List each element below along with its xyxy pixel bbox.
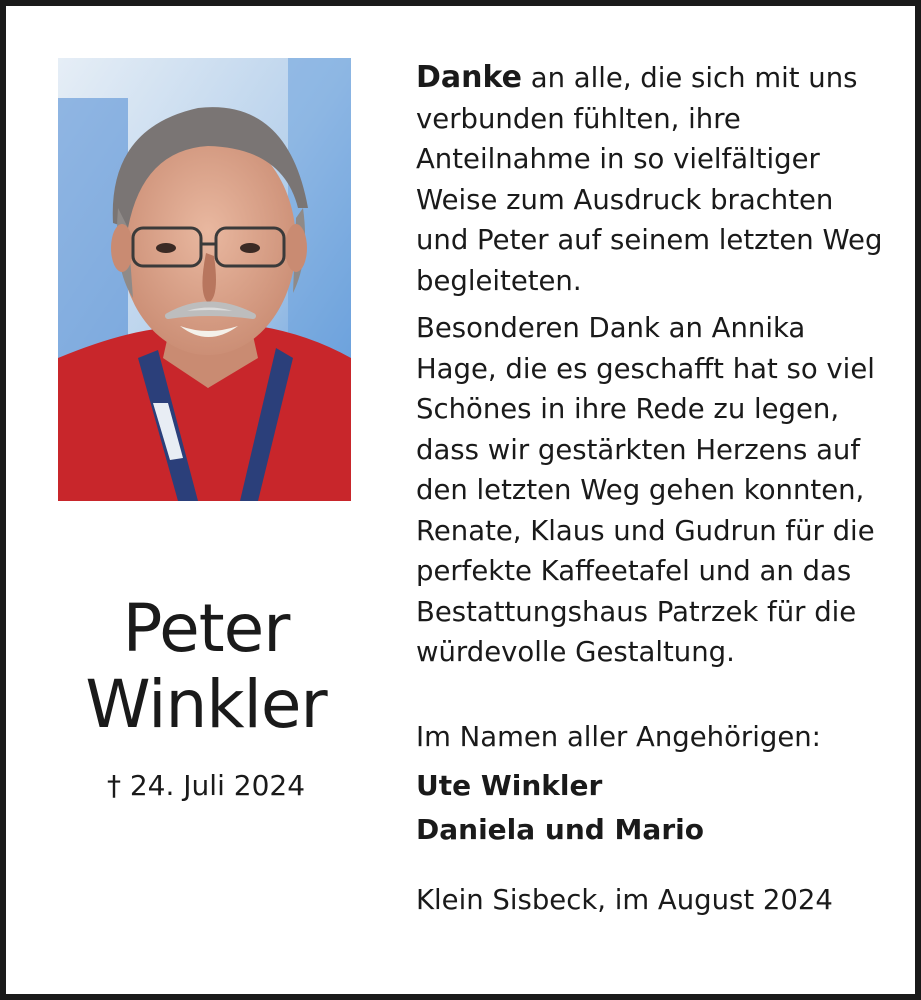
thank-you-text <box>416 58 886 921</box>
signer-name: Daniela und Mario <box>416 813 704 846</box>
death-date: † 24. Juli 2024 <box>106 769 306 802</box>
signature-names <box>416 764 886 852</box>
portrait-photo <box>58 58 351 501</box>
thank-you-paragraph-2: Besonderen Dank an Annika Hage, die es geschafft hat so viel Schönes in ihre Rede zu legen, dass wir gestärkten Herzens auf den letzten Weg gehen konnten, Renate, Klaus und Gudrun für die perfekte Kaffeetafel und an das Bestattungshaus Patrzek für die würdevolle Gestaltung. <box>416 312 875 668</box>
deceased-last-name: Winkler <box>85 666 327 743</box>
signature-intro: Im Namen aller Angehörigen: <box>416 720 821 753</box>
portrait-illustration <box>58 58 351 501</box>
thank-you-paragraph-1-text: an alle, die sich mit uns verbunden fühlten, ihre Anteilnahme in so vielfältiger Weise zum Ausdruck brachten und Peter auf seinem letzten Weg begleiteten. <box>416 62 883 297</box>
place-and-date: Klein Sisbeck, im August 2024 <box>416 884 833 916</box>
deceased-first-name: Peter <box>122 590 290 667</box>
thank-you-lead-word: Danke <box>416 60 522 95</box>
deceased-name-block <box>46 591 366 803</box>
thank-you-paragraph-1 <box>416 58 886 301</box>
signer-name: Ute Winkler <box>416 769 603 802</box>
